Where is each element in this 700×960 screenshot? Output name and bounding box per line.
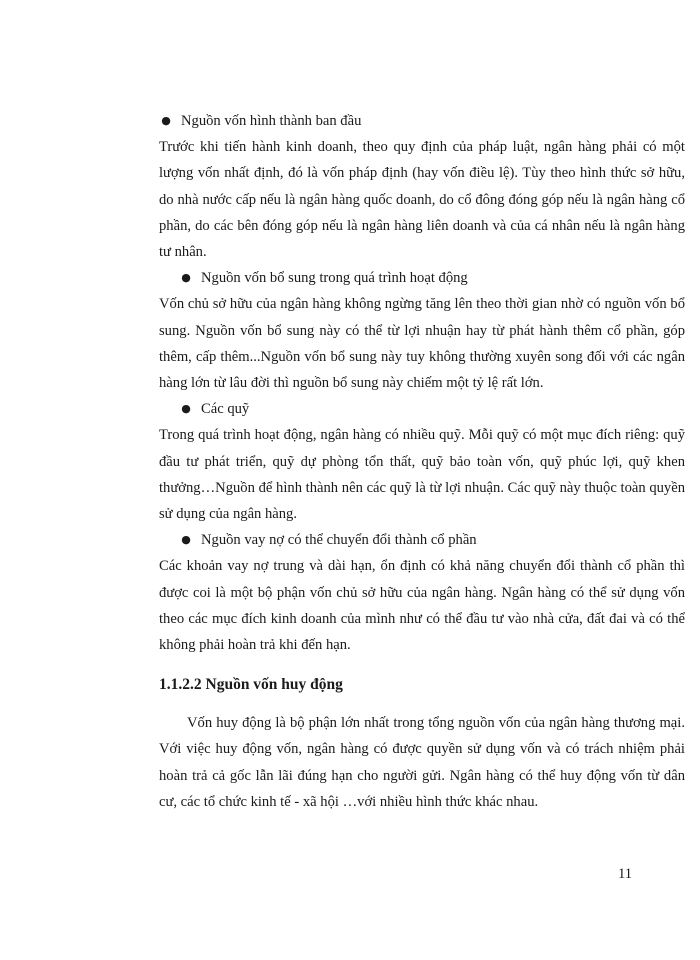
paragraph-supplementary-capital: Vốn chủ sở hữu của ngân hàng không ngừng tăng lên theo thời gian nhờ có nguồn vốn bổ sung. Nguồn vốn bổ sung này có thể từ lợi nhuận hay từ phát hành thêm cổ phần, góp thêm, cấp thêm...Nguồn vốn bổ sung này tuy không thường xuyên song đối với các ngân hàng lớn từ lâu đời thì nguồn bổ sung này chiếm một tỷ lệ rất lớn.	[159, 296, 685, 392]
bullet-dot-icon: ●	[161, 114, 171, 127]
paragraph-initial-capital: Trước khi tiến hành kinh doanh, theo quy định của pháp luật, ngân hàng phải có một lượng vốn nhất định, đó là vốn pháp định (hay vốn điều lệ). Tùy theo hình thức sở hữu, do nhà nước cấp nếu là ngân hàng quốc doanh, do cổ đông đóng góp nếu là ngân hàng cổ phần, do các bên đóng góp nếu là ngân hàng liên doanh và của cá nhân nếu là ngân hàng tư nhân.	[159, 139, 685, 261]
bullet-supplementary-capital	[179, 265, 685, 291]
bullet-dot-icon: ●	[181, 271, 191, 285]
bullet-label: Nguồn vốn bổ sung trong quá trình hoạt động	[201, 270, 468, 287]
bullet-label: Các quỹ	[201, 401, 250, 418]
bullet-label: Nguồn vay nợ có thể chuyển đổi thành cổ phần	[201, 532, 477, 549]
bullet-funds	[179, 396, 685, 422]
bullet-convertible-debt	[179, 527, 685, 553]
bullet-dot-icon: ●	[181, 533, 191, 547]
page-number: 11	[617, 866, 632, 882]
paragraph-convertible-debt: Các khoản vay nợ trung và dài hạn, ổn định có khả năng chuyển đổi thành cổ phần thì được coi là một bộ phận vốn chủ sở hữu của ngân hàng. Ngân hàng có thể sử dụng vốn theo các mục đích kinh doanh của mình như có thể đầu tư vào nhà cửa, đất đai và có thể không phải hoàn trả khi đến hạn.	[159, 558, 685, 654]
paragraph-mobilized-capital: Vốn huy động là bộ phận lớn nhất trong tổng nguồn vốn của ngân hàng thương mại. Với việc huy động vốn, ngân hàng có được quyền sử dụng vốn và có trách nhiệm phải hoàn trả cả gốc lẫn lãi đúng hạn cho người gửi. Ngân hàng có thể huy động vốn từ dân cư, các tổ chức kinh tế - xã hội …với nhiều hình thức khác nhau.	[159, 715, 685, 810]
paragraph-funds: Trong quá trình hoạt động, ngân hàng có nhiều quỹ. Mỗi quỹ có một mục đích riêng: quỹ đầu tư phát triển, quỹ dự phòng tổn thất, quỹ bảo toàn vốn, quỹ phúc lợi, quỹ khen thưởng…Nguồn để hình thành nên các quỹ là từ lợi nhuận. Các quỹ này thuộc toàn quyền sử dụng của ngân hàng.	[159, 427, 685, 523]
bullet-dot-icon: ●	[181, 402, 191, 416]
page-content	[159, 108, 685, 815]
bullet-label: Nguồn vốn hình thành ban đầu	[181, 113, 362, 129]
bullet-initial-capital	[159, 108, 685, 134]
section-heading: 1.1.2.2 Nguồn vốn huy động	[159, 676, 343, 694]
